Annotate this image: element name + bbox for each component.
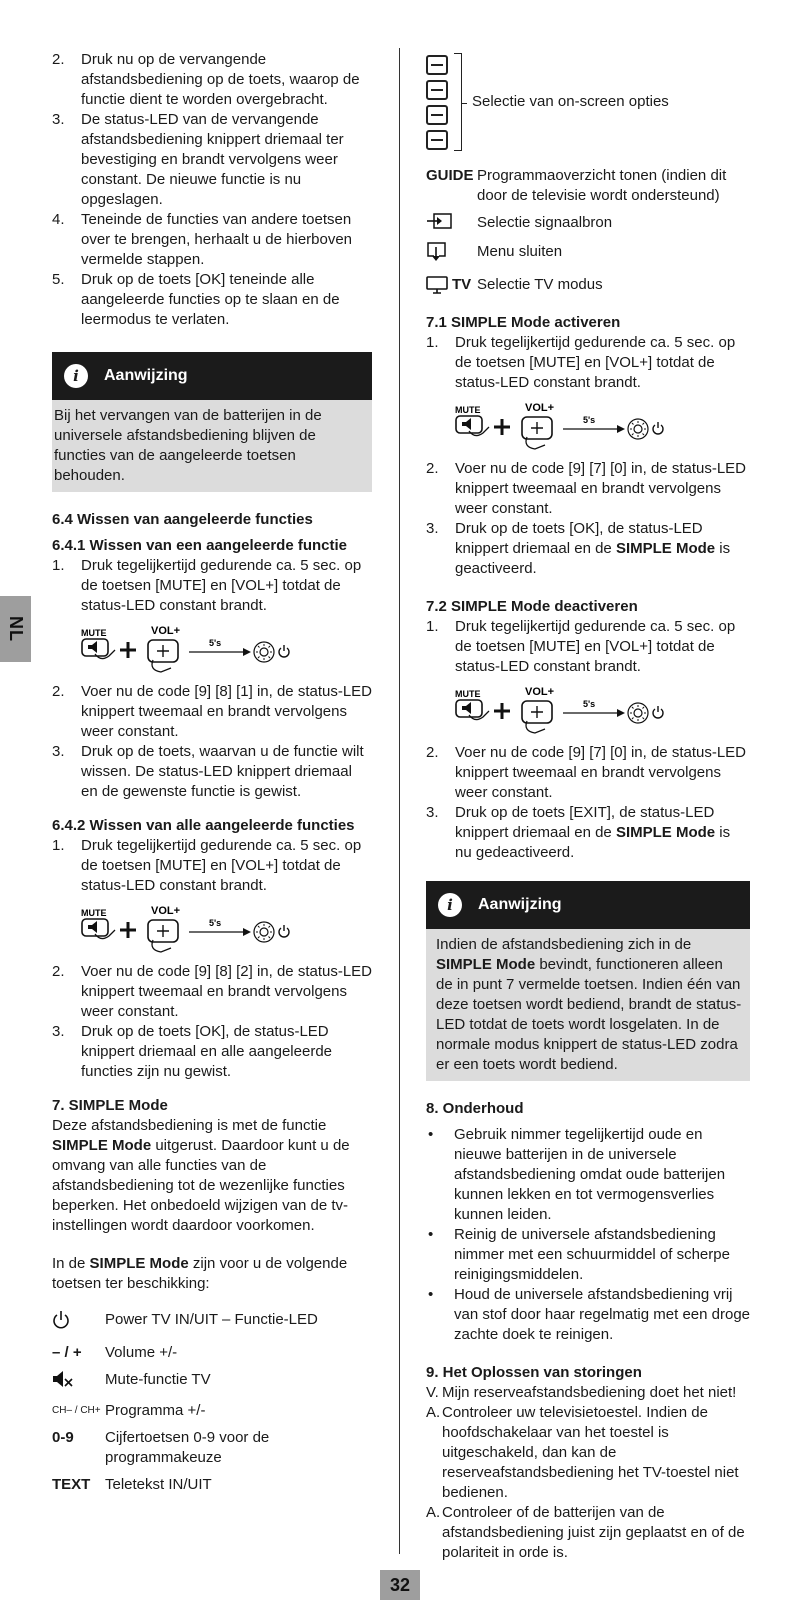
step-text [455, 803, 750, 863]
note-header [426, 881, 750, 929]
step-number: 3. [52, 111, 65, 128]
steps-deactivate [426, 617, 750, 677]
list-text: Houd de universele afstandsbediening vrij van stof door haar regelmatig met een droge zachte doek te reinigen. [454, 1286, 751, 1343]
list-item [426, 1503, 750, 1563]
step-number: 1. [52, 837, 65, 854]
mute-label: MUTE [455, 689, 481, 699]
maintenance-list [426, 1125, 750, 1345]
key-row [426, 213, 750, 235]
exit-icon [426, 242, 477, 268]
list-item [426, 1285, 750, 1345]
list-item [52, 962, 372, 1022]
steps-delete-one-cont [52, 682, 372, 802]
steps-deactivate-cont [426, 743, 750, 863]
step-number: 3. [52, 1023, 65, 1040]
page-number: 32 [380, 1570, 420, 1600]
key-row [52, 1370, 372, 1394]
step-number: 2. [426, 744, 439, 761]
key-label: 0-9 [52, 1429, 74, 1446]
vol-label: VOL+ [151, 905, 181, 917]
step-text: De status-LED van de vervangende afstandsbediening knippert driemaal ter bevestiging en brandt vervolgens weer constant. De nieuwe functie is nu opgeslagen. [81, 111, 344, 208]
step-text-part: is nu gedeactiveerd. [455, 824, 731, 861]
list-item [52, 836, 372, 896]
mute-vol-sequence-icon [81, 624, 301, 676]
key-row [426, 242, 750, 268]
key-row [426, 166, 750, 206]
step-number: 3. [426, 804, 439, 821]
list-text: Gebruik nimmer tegelijkertijd oude en nieuwe batterijen in de universele afstandsbediening omdat oude batterijen kunnen lekken en tot vermogensverlies kunnen leiden. [454, 1126, 726, 1223]
key-sequence-illustration [455, 401, 750, 453]
list-item [52, 270, 372, 330]
list-item [426, 1383, 750, 1403]
bold-text: SIMPLE Mode [615, 824, 716, 841]
list-item [426, 743, 750, 803]
onscreen-label: Selectie van on-screen opties [472, 93, 669, 110]
mute-label: MUTE [81, 628, 107, 638]
step-text-part: Druk op de toets [EXIT], de status-LED knippert driemaal en de [455, 804, 715, 841]
key-description: Menu sluiten [477, 243, 563, 260]
vol-label: VOL+ [525, 686, 555, 698]
onscreen-options [426, 48, 750, 156]
left-column [52, 50, 372, 1502]
step-number: 3. [52, 743, 65, 760]
mute-vol-sequence-icon [455, 685, 675, 737]
list-item [426, 617, 750, 677]
step-number: 5. [52, 271, 65, 288]
list-item [52, 210, 372, 270]
bullet: • [428, 1286, 434, 1303]
list-item [52, 556, 372, 616]
bold-text: SIMPLE Mode [52, 1137, 152, 1154]
paragraph-text: zijn voor u de volgende toetsen ter beschikking: [52, 1255, 348, 1292]
step-number: 3. [426, 520, 439, 537]
subsection-heading: 6.4.2 Wissen van alle aangeleerde functies [52, 817, 355, 834]
step-number: 2. [52, 51, 65, 68]
list-item [52, 742, 372, 802]
paragraph-text: uitgerust. Daardoor kunt u de omvang van alle functies van de afstandsbediening tot de wezenlijke functies beperken. Het onbedoeld wijzigen van de tv-instellingen wordt daardoor voorkomen. [52, 1137, 350, 1234]
list-item [426, 1225, 750, 1285]
section-heading: 7.1 SIMPLE Mode activeren [426, 314, 621, 331]
subsection-heading: 6.4.1 Wissen van een aangeleerde functie [52, 537, 347, 554]
list-item [52, 110, 372, 210]
key-description: Cijfertoetsen 0-9 voor de programmakeuze [105, 1429, 270, 1466]
language-tab [0, 596, 31, 662]
list-item [426, 1125, 750, 1225]
bold-text: SIMPLE Mode [436, 956, 536, 973]
note-title: Aanwijzing [478, 896, 562, 913]
time-label: 5's [583, 699, 596, 709]
step-text: Voer nu de code [9] [8] [1] in, de status-LED knippert tweemaal en brandt vervolgens weer constant. [81, 683, 373, 740]
step-text: Druk tegelijkertijd gedurende ca. 5 sec. op de toetsen [MUTE] en [VOL+] totdat de status-LED constant brandt. [455, 334, 736, 391]
key-label: CH– / CH+ [52, 1405, 101, 1416]
note-text: bevindt, functioneren alleen de in punt 7 vermelde toetsen. Indien één van deze toetsen wordt bediend, brandt de status-LED totdat de toets wordt losgelaten. In de normale modus knippert de status-LED zodra er een toets wordt bediend. [436, 956, 742, 1073]
list-item [426, 459, 750, 519]
power-icon [52, 1310, 105, 1336]
mute-label: MUTE [81, 908, 107, 918]
steps-learning [52, 50, 372, 330]
step-text: Teneinde de functies van andere toetsen over te brengen, herhaalt u de hierboven vermelde stappen. [81, 211, 353, 268]
step-text: Voer nu de code [9] [8] [2] in, de status-LED knippert tweemaal en brandt vervolgens weer constant. [81, 963, 373, 1020]
time-label: 5's [583, 415, 596, 425]
note-body: Bij het vervangen van de batterijen in de universele afstandsbediening blijven de functies van de aangeleerde toetsen behouden. [52, 400, 372, 492]
step-text: Druk tegelijkertijd gedurende ca. 5 sec. op de toetsen [MUTE] en [VOL+] totdat de status-LED constant brandt. [81, 837, 362, 894]
key-description: Teletekst IN/UIT [105, 1476, 212, 1493]
key-label: GUIDE [426, 167, 474, 184]
note-body [426, 929, 750, 1081]
note-header [52, 352, 372, 400]
language-tab-label: NL [5, 616, 26, 642]
paragraph-text: In de [52, 1255, 86, 1272]
step-text-part: Druk op de toets [OK], de status-LED knippert driemaal en de [455, 520, 703, 557]
mute-vol-sequence-icon [81, 904, 301, 956]
note-text: Indien de afstandsbediening zich in de [436, 936, 692, 953]
step-text-part: is geactiveerd. [455, 540, 731, 577]
key-description: Selectie signaalbron [477, 214, 613, 231]
step-number: 2. [426, 460, 439, 477]
section-heading: 7.2 SIMPLE Mode deactiveren [426, 598, 638, 615]
list-text: Reinig de universele afstandsbediening nimmer met een schuurmiddel of scherpe reinigingsmiddelen. [454, 1226, 730, 1283]
step-text: Druk nu op de vervangende afstandsbediening op de toets, waarop de functie dient te worden overgebracht. [81, 51, 360, 108]
step-number: 2. [52, 963, 65, 980]
list-item [426, 803, 750, 863]
key-row [52, 1310, 372, 1336]
qa-prefix: V. [426, 1384, 439, 1401]
list-item [426, 333, 750, 393]
bracket-icon [454, 53, 462, 151]
section-heading: 8. Onderhoud [426, 1100, 524, 1117]
steps-activate-cont [426, 459, 750, 579]
paragraph [52, 1254, 372, 1294]
troubleshooting-list [426, 1383, 750, 1563]
time-label: 5's [209, 638, 222, 648]
key-row [52, 1343, 372, 1363]
step-number: 4. [52, 211, 65, 228]
step-text: Druk op de toets [OK] teneinde alle aangeleerde functies op te slaan en de leermodus te verlaten. [81, 271, 340, 328]
paragraph-text: Deze afstandsbediening is met de functie [52, 1117, 327, 1134]
step-number: 1. [426, 618, 439, 635]
key-description: Power TV IN/UIT – Functie-LED [105, 1311, 318, 1328]
option-buttons-icon [426, 55, 448, 150]
qa-prefix: A. [426, 1404, 441, 1421]
bold-text: SIMPLE Mode [89, 1255, 189, 1272]
step-number: 1. [426, 334, 439, 351]
key-sequence-illustration [81, 904, 372, 956]
key-description: Programma +/- [105, 1402, 206, 1419]
section-heading: 9. Het Oplossen van storingen [426, 1364, 642, 1381]
bold-text: SIMPLE Mode [615, 540, 716, 557]
list-item [52, 50, 372, 110]
step-number: 2. [52, 683, 65, 700]
vol-label: VOL+ [151, 625, 181, 637]
list-item [426, 519, 750, 579]
step-text: Voer nu de code [9] [7] [0] in, de status-LED knippert tweemaal en brandt vervolgens weer constant. [455, 744, 747, 801]
info-icon: i [438, 893, 462, 917]
key-description: Programmaoverzicht tonen (indien dit door de televisie wordt ondersteund) [477, 167, 727, 204]
list-item [52, 682, 372, 742]
key-description: Volume +/- [105, 1344, 178, 1361]
note-title: Aanwijzing [104, 367, 188, 384]
qa-text: Controleer uw televisietoestel. Indien de hoofdschakelaar van het toestel is uitgeschakeld, dan kan de reserveafstandsbediening het TV-toestel niet bedienen. [442, 1404, 739, 1501]
key-row [52, 1428, 372, 1468]
key-label: TV [452, 276, 472, 293]
key-label: – / + [52, 1344, 82, 1361]
section-heading: 7. SIMPLE Mode [52, 1097, 168, 1114]
steps-delete-all [52, 836, 372, 896]
steps-delete-all-cont [52, 962, 372, 1082]
list-item [52, 1022, 372, 1082]
mute-vol-sequence-icon [455, 401, 675, 453]
note-box [426, 881, 750, 1081]
time-label: 5's [209, 918, 222, 928]
section-heading: 6.4 Wissen van aangeleerde functies [52, 511, 313, 528]
qa-text: Controleer of de batterijen van de afstandsbediening juist zijn geplaatst en of de polariteit in orde is. [442, 1504, 745, 1561]
source-icon [426, 213, 477, 235]
mute-icon [52, 1370, 105, 1394]
key-list-right [426, 166, 750, 295]
key-sequence-illustration [455, 685, 750, 737]
key-list [52, 1310, 372, 1495]
note-box [52, 352, 372, 492]
step-text: Druk tegelijkertijd gedurende ca. 5 sec. op de toetsen [MUTE] en [VOL+] totdat de status-LED constant brandt. [81, 557, 362, 614]
tv-icon [426, 276, 448, 294]
bullet: • [428, 1126, 434, 1143]
key-sequence-illustration [81, 624, 372, 676]
steps-activate [426, 333, 750, 393]
bullet: • [428, 1226, 434, 1243]
steps-delete-one [52, 556, 372, 616]
list-item [426, 1403, 750, 1503]
right-column [426, 48, 750, 1563]
key-description: Mute-functie TV [105, 1371, 211, 1388]
step-text: Druk op de toets, waarvan u de functie wilt wissen. De status-LED knippert driemaal en de gewenste functie is gewist. [81, 743, 364, 800]
mute-label: MUTE [455, 405, 481, 415]
qa-prefix: A. [426, 1504, 441, 1521]
key-row [52, 1475, 372, 1495]
step-number: 1. [52, 557, 65, 574]
step-text: Druk op de toets [OK], de status-LED knippert driemaal en alle aangeleerde functies zijn nu gewist. [81, 1023, 333, 1080]
tv-key [426, 275, 477, 295]
step-text: Druk tegelijkertijd gedurende ca. 5 sec. op de toetsen [MUTE] en [VOL+] totdat de status-LED constant brandt. [455, 618, 736, 675]
step-text [455, 519, 750, 579]
vol-label: VOL+ [525, 402, 555, 414]
column-divider [399, 48, 400, 1554]
key-row [52, 1401, 372, 1421]
key-description: Selectie TV modus [477, 276, 603, 293]
key-label: TEXT [52, 1476, 91, 1493]
step-text: Voer nu de code [9] [7] [0] in, de status-LED knippert tweemaal en brandt vervolgens weer constant. [455, 460, 747, 517]
qa-text: Mijn reserveafstandsbediening doet het niet! [442, 1384, 737, 1401]
paragraph [52, 1116, 372, 1236]
key-row [426, 275, 750, 295]
info-icon: i [64, 364, 88, 388]
